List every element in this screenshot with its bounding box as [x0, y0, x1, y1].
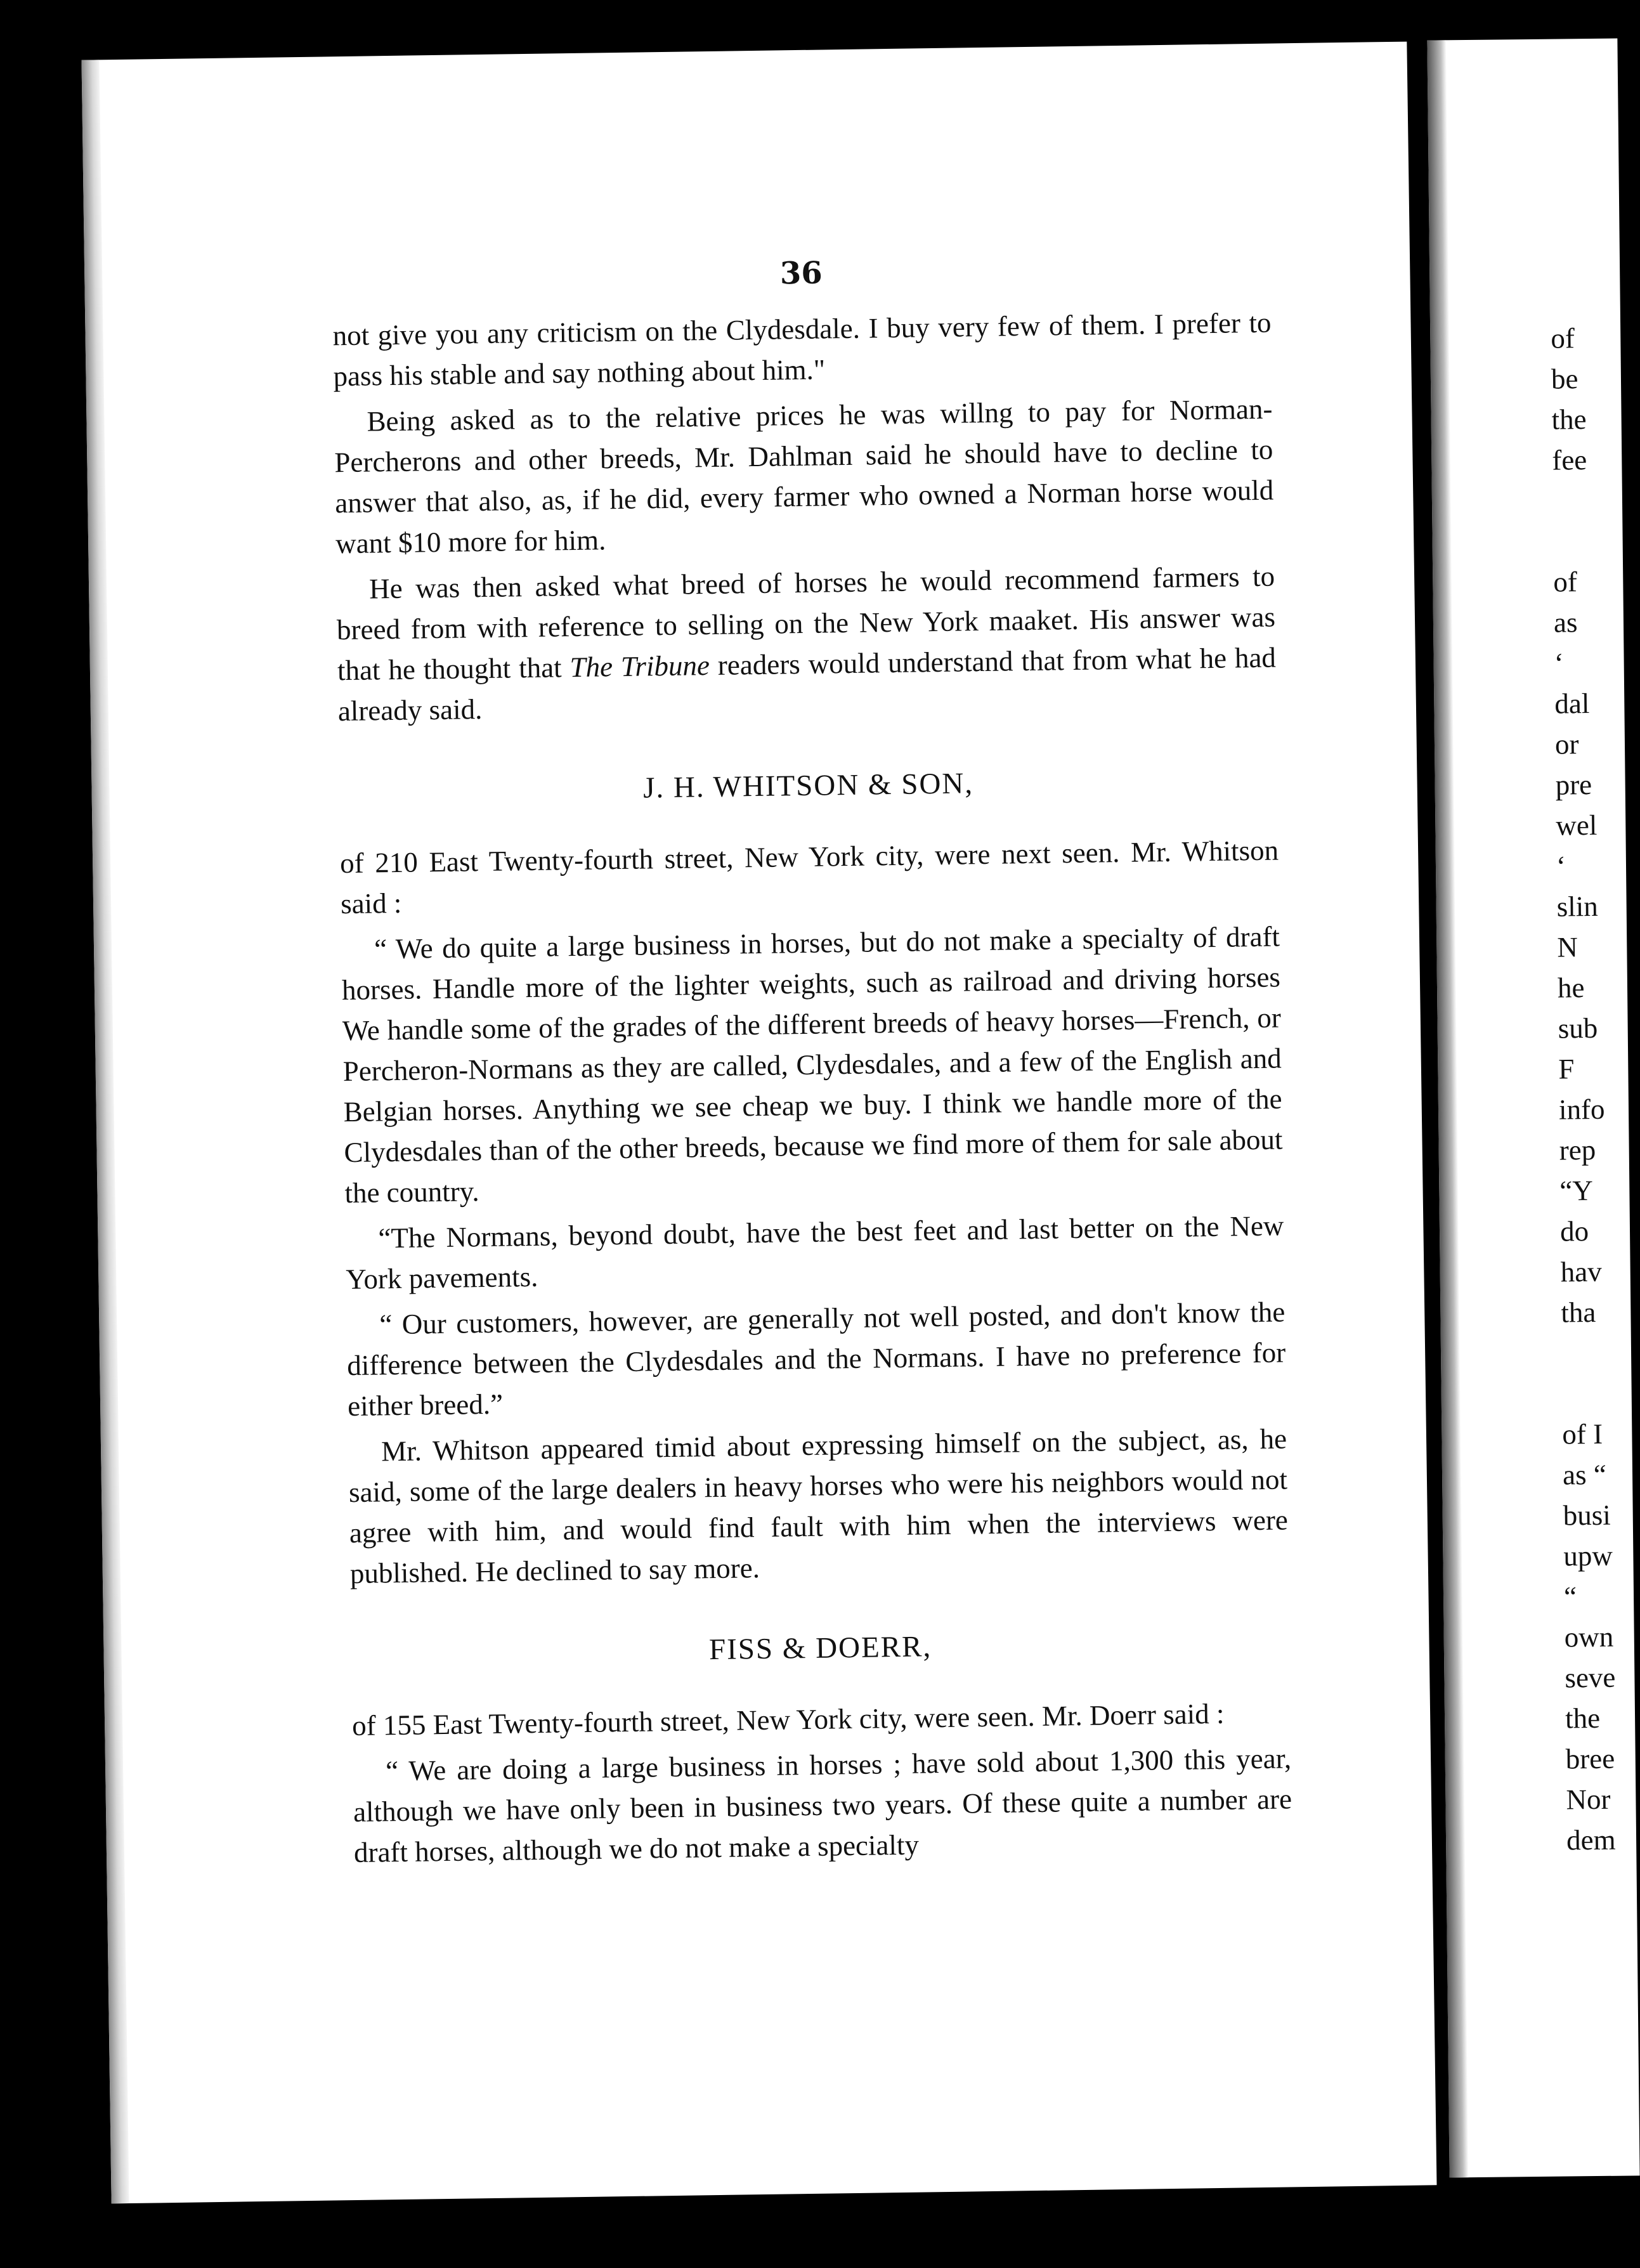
paragraph: of 210 East Twenty-fourth street, New York city, were next seen. Mr. Whitson said : [339, 834, 1279, 920]
book-page [82, 42, 1437, 2204]
italic-title: The Tribune [569, 649, 710, 684]
fragment: dal [1554, 688, 1590, 720]
fragment: be [1551, 363, 1578, 395]
paragraph: not give you any criticism on the Clydesdale. I buy very few of them. I prefer to pass his stable and say nothing about him." [332, 306, 1272, 393]
fragment: tha [1561, 1296, 1596, 1329]
fragment: busi [1563, 1499, 1611, 1532]
fragment: ‘ [1554, 647, 1564, 679]
fragment: bree [1565, 1742, 1615, 1775]
fragment: own [1564, 1620, 1614, 1653]
fragment: rep [1559, 1133, 1596, 1166]
fragment: or [1554, 728, 1579, 760]
fragment: ‘ [1556, 850, 1566, 882]
fragment: of I [1562, 1418, 1603, 1450]
fragment: Nor [1566, 1783, 1611, 1816]
page-fold-shadow [1427, 40, 1468, 2177]
section-heading-whitson: J. H. WHITSON & SON, [642, 767, 974, 805]
fragment: the [1551, 403, 1587, 436]
paragraph: “ Our customers, however, are generally not well posted, and don't know the difference between the Clydesdales and the Normans. I have no preference for either breed.” [346, 1296, 1286, 1423]
paragraph: “The Normans, beyond doubt, have the best feet and last better on the New York pavements. [346, 1209, 1284, 1296]
fragment: “Y [1559, 1175, 1594, 1207]
page-edge-shadow [82, 60, 129, 2203]
page-text [332, 247, 1292, 1878]
page-number: 36 [779, 255, 823, 292]
fragment: fee [1552, 444, 1587, 476]
fragment: F [1558, 1053, 1575, 1085]
fragment: sub [1558, 1012, 1598, 1045]
adjacent-page [1427, 39, 1639, 2178]
paragraph: “ We are doing a large business in horses ; have sold about 1,300 this year, although we have only been in business two years. Of these quite a number are draft horses, although we do not make a specialty [353, 1742, 1292, 1869]
text-run: He was then asked what breed of horses he would recommend farmers to breed from with reference to selling on the New York maaket. His answer was that he thought that [336, 560, 1276, 687]
fragment: pre [1555, 769, 1592, 801]
fragment: N [1557, 931, 1578, 963]
text-run: readers would understand that from what he had already said. [337, 641, 1277, 727]
fragment: he [1557, 972, 1585, 1004]
fragment: of [1553, 566, 1578, 598]
adjacent-page-text [1551, 318, 1617, 1861]
fragment: dem [1566, 1823, 1616, 1856]
fragment: hav [1560, 1255, 1602, 1288]
fragment: as [1553, 606, 1578, 639]
fragment: “ [1563, 1580, 1577, 1613]
fragment: as “ [1562, 1458, 1607, 1491]
fragment: of [1551, 322, 1575, 355]
paragraph: Mr. Whitson appeared timid about expressing himself on the subject, as, he said, some of the large dealers in heavy horses who were his neighbors would not agree with him, and would find fault with him when the interviews were published. He declined to say more. [348, 1423, 1289, 1590]
fragment: info [1558, 1093, 1605, 1126]
section-heading-fiss-doerr: FISS & DOERR, [708, 1630, 932, 1667]
paragraph: “ We do quite a large business in horses, but do not make a specialty of draft horses. Handle more of the lighter weights, such as railroad and driving horses We handle some of the grades of the different breeds of heavy horses—French, or Percheron-Normans as they are called, Clydesdales, and a few of the English and Belgian horses. Anything we see cheap we buy. I think we handle more of the Clydesdales than of the other breeds, because we find more of them for sale about the country. [341, 920, 1283, 1209]
paragraph: of 155 East Twenty-fourth street, New York city, were seen. Mr. Doerr said : [351, 1697, 1225, 1742]
fragment: upw [1563, 1539, 1613, 1572]
fragment: wel [1556, 809, 1598, 842]
fragment: seve [1565, 1661, 1616, 1694]
fragment: do [1559, 1215, 1589, 1248]
fragment: the [1565, 1702, 1601, 1735]
paragraph-tribune [336, 556, 1277, 732]
fragment: slin [1556, 890, 1598, 923]
paragraph: Being asked as to the relative prices he was willng to pay for Norman-Percherons and other breeds, Mr. Dahlman said he should have to decline to answer that also, as, if he did, every farmer who owned a Norman horse would want $10 more for him. [334, 393, 1274, 560]
